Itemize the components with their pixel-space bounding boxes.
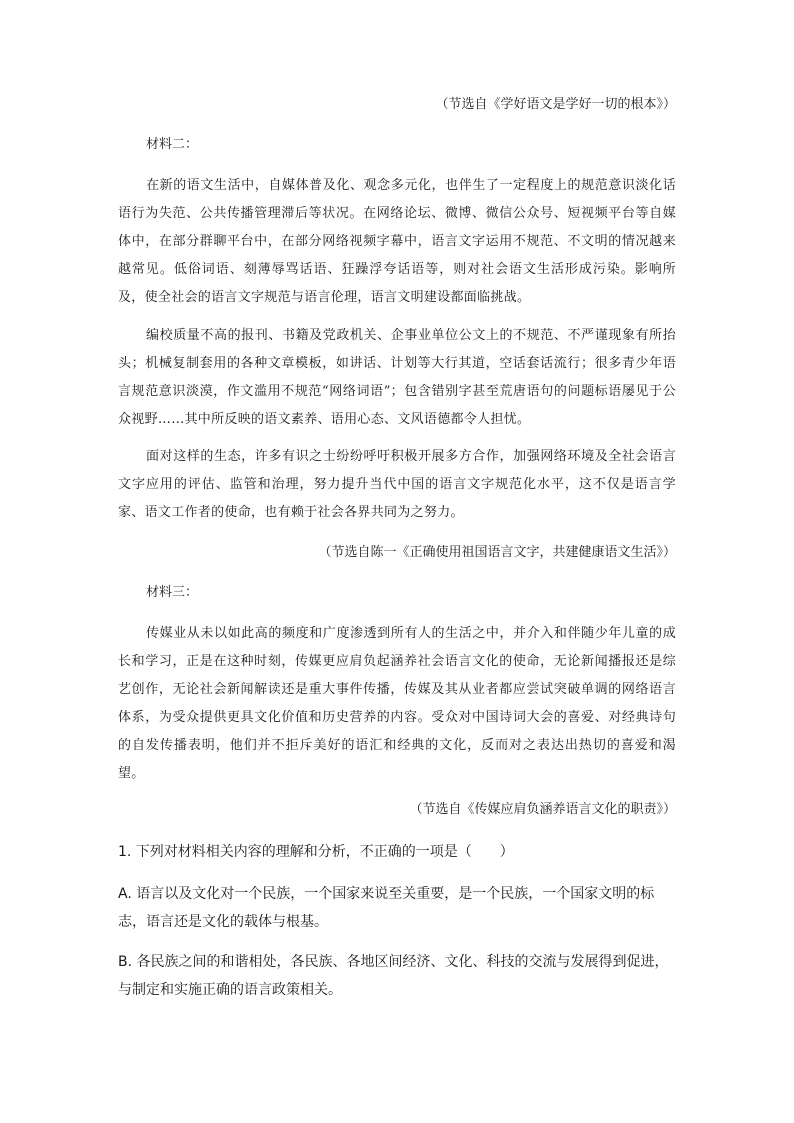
material-2-paragraph-2: 编校质量不高的报刊、书籍及党政机关、企事业单位公文上的不规范、不严谨现象有所抬头；机械复制套用的各种文章模板，如讲话、计划等大行其道，空话套话流行；很多青少年语言规范意识淡漠，作文滥用不规范“网络词语”；包含错别字甚至荒唐语句的问题标语屡见于公众视野……其中所反映的语文素养、语用心态、文风语德都令人担忧。 xyxy=(118,328,676,427)
material-2-title: 材料二： xyxy=(146,137,199,152)
source-citation-3: （节选自《传媒应肩负涵养语言文化的职责》） xyxy=(409,802,676,817)
source-citation-2: （节选自陈一《正确使用祖国语言文字，共建健康语文生活》） xyxy=(318,545,676,560)
material-2-paragraph-3: 面对这样的生态，许多有识之士纷纷呼吁积极开展多方合作，加强网络环境及全社会语言文字应用的评估、监管和治理，努力提升当代中国的语言文字规范化水平，这不仅是语言学家、语文工作者的使命，也有赖于社会各界共同为之努力。 xyxy=(118,449,676,520)
question-1-option-a: A. 语言以及文化对一个民族，一个国家来说至关重要，是一个民族，一个国家文明的标志，语言还是文化的载体与根基。 xyxy=(118,886,655,930)
material-3-paragraph-1: 传媒业从未以如此高的频度和广度渗透到所有人的生活之中，并介入和伴随少年儿童的成长和学习，正是在这种时刻，传媒更应肩负起涵养社会语言文化的使命，无论新闻播报还是综艺创作，无论社会新闻解读还是重大事件传播，传媒及其从业者都应尝试突破单调的网络语言体系，为受众提供更具文化价值和历史营养的内容。受众对中国诗词大会的喜爱、对经典诗句的自发传播表明，他们并不拒斥美好的语汇和经典的文化，反而对之表达出热切的喜爱和渴望。 xyxy=(118,626,676,781)
source-citation-1: （节选自《学好语文是学好一切的根本》） xyxy=(435,97,676,112)
question-1-option-b: B. 各民族之间的和谐相处，各民族、各地区间经济、文化、科技的交流与发展得到促进，与制定和实施正确的语言政策相关。 xyxy=(118,954,669,998)
material-2-paragraph-1: 在新的语文生活中，自媒体普及化、观念多元化，也伴生了一定程度上的规范意识淡化话语行为失范、公共传播管理滞后等状况。在网络论坛、微博、微信公众号、短视频平台等自媒体中，在部分群聊平台中，在部分网络视频字幕中，语言文字运用不规范、不文明的情况越来越常见。低俗词语、刻薄辱骂话语、狂躁浮夸话语等，则对社会语文生活形成污染。影响所及，使全社会的语言文字规范与语言伦理，语言文明建设都面临挑战。 xyxy=(118,178,676,305)
material-3-title: 材料三： xyxy=(146,585,199,600)
question-1-stem: 1. 下列对材料相关内容的理解和分析，不正确的一项是（ ） xyxy=(118,844,514,860)
